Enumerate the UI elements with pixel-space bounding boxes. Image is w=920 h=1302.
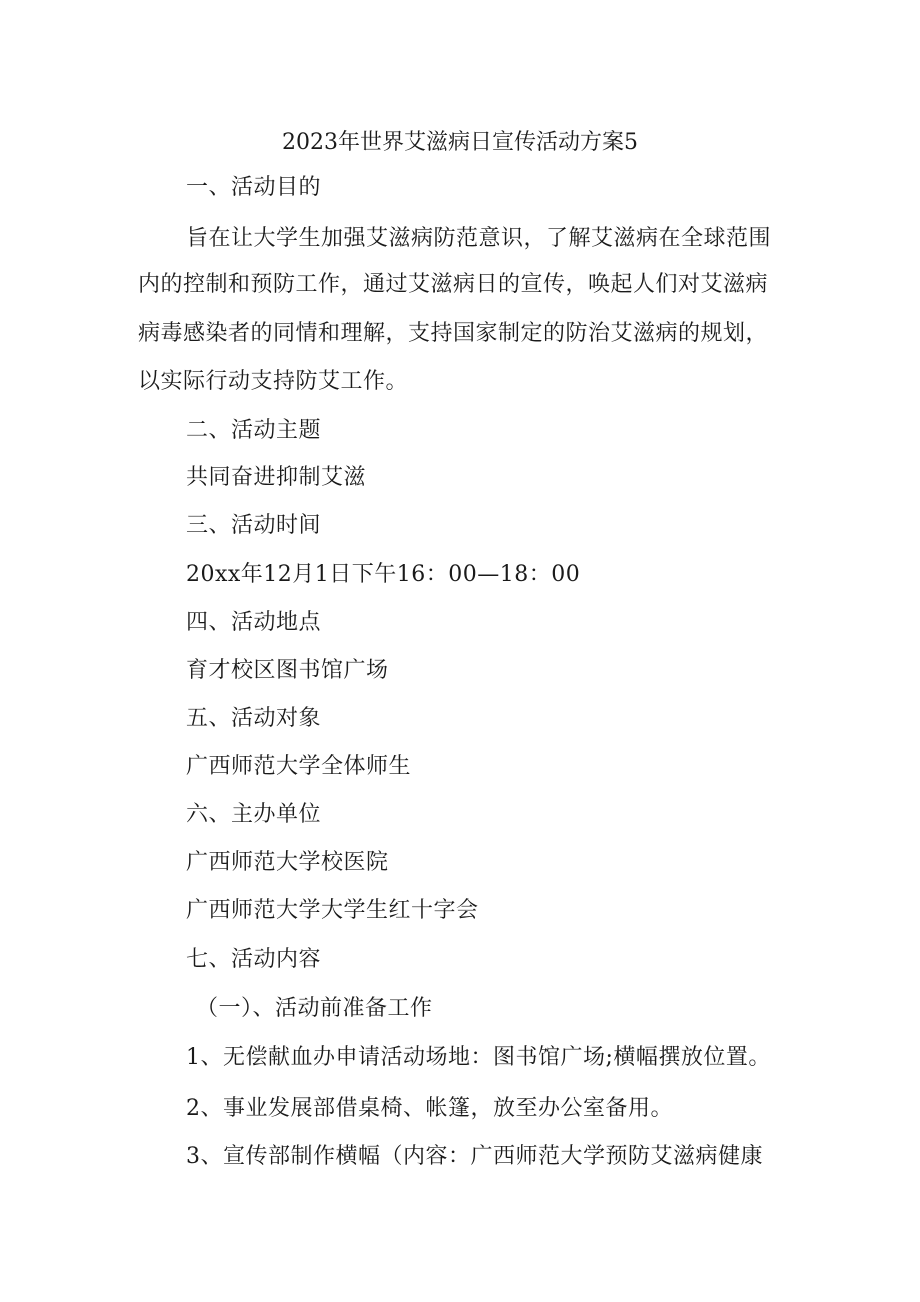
document-title: 2023年世界艾滋病日宣传活动方案5 (282, 130, 638, 155)
paragraph-line: 病毒感染者的同情和理解，支持国家制定的防治艾滋病的规划， (138, 321, 769, 346)
section-heading-purpose: 一、活动目的 (186, 175, 322, 200)
list-item: 2、事业发展部借桌椅、帐篷，放至办公室备用。 (186, 1096, 673, 1121)
section-text-theme: 共同奋进抑制艾滋 (186, 465, 367, 490)
section-text-audience: 广西师范大学全体师生 (186, 754, 412, 779)
section-text-time: 20xx年12月1日下午16：00—18：00 (186, 562, 581, 587)
list-item: 3、宣传部制作横幅（内容：广西师范大学预防艾滋病健康 (186, 1144, 763, 1169)
section-text-organizer-1: 广西师范大学校医院 (186, 850, 389, 875)
section-heading-organizers: 六、主办单位 (186, 802, 322, 827)
section-heading-audience: 五、活动对象 (186, 706, 322, 731)
paragraph-line: 内的控制和预防工作，通过艾滋病日的宣传，唤起人们对艾滋病 (138, 272, 769, 297)
paragraph-line: 以实际行动支持防艾工作。 (138, 369, 409, 394)
section-heading-theme: 二、活动主题 (186, 418, 322, 443)
subsection-heading-preparation: （一）、活动前准备工作 (196, 996, 433, 1021)
list-item: 1、无偿献血办申请活动场地：图书馆广场;横幅撰放位置。 (186, 1045, 771, 1070)
section-heading-location: 四、活动地点 (186, 610, 322, 635)
section-text-location: 育才校区图书馆广场 (186, 658, 389, 683)
section-heading-content: 七、活动内容 (186, 947, 322, 972)
section-heading-time: 三、活动时间 (186, 513, 322, 538)
section-text-organizer-2: 广西师范大学大学生红十字会 (186, 898, 479, 923)
paragraph-line: 旨在让大学生加强艾滋病防范意识，了解艾滋病在全球范围 (186, 226, 772, 251)
